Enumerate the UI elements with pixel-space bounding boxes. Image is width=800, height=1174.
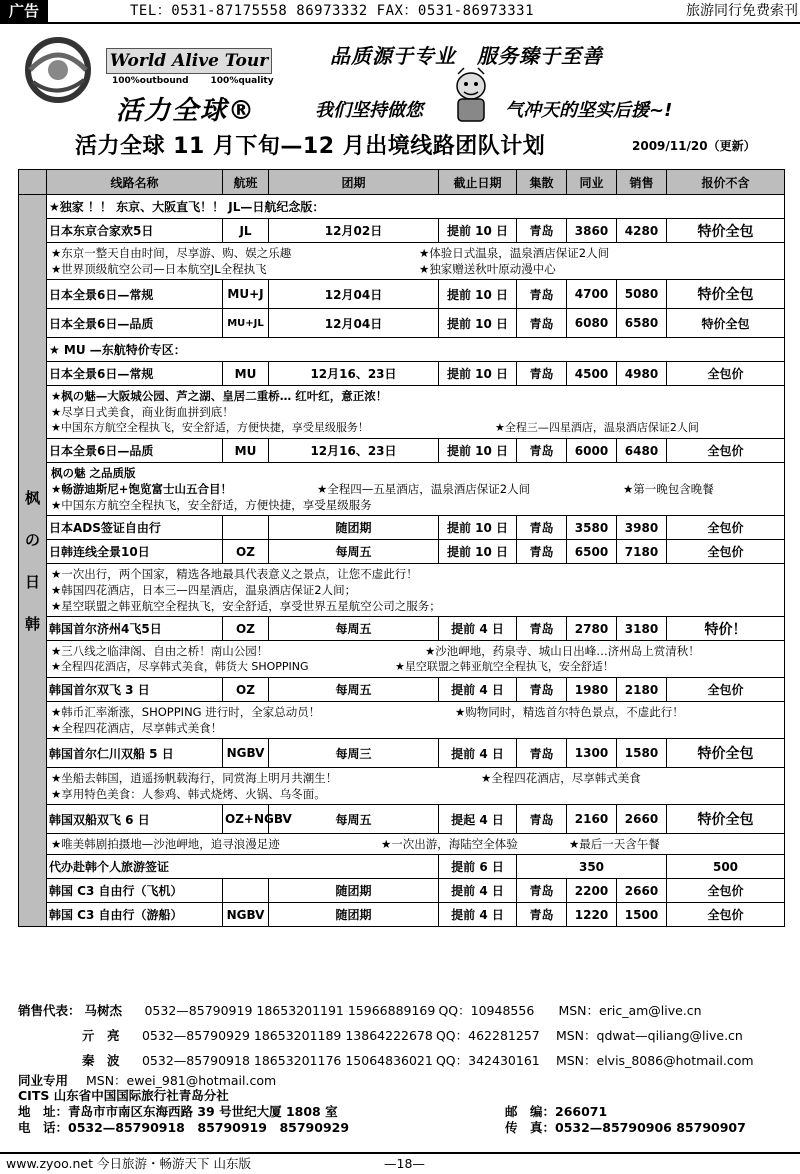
table-row: 日本ADS签证自由行 随团期 提前 10 日 青岛 3580 3980 全包价 <box>19 516 785 540</box>
col-route: 线路名称 <box>47 170 223 195</box>
table-row: 日韩连线全景10日 OZ 每周五 提前 10 日 青岛 6500 7180 全包价 <box>19 540 785 564</box>
sales-rep-3: 秦 波 0532—85790918 18653201176 15064836021 QQ：342430161 MSN：elvis_8086@hotmail.com <box>82 1053 754 1068</box>
section-header-mu: ★ MU —东航特价专区： <box>47 338 785 362</box>
header-contact: TEL：0531-87175558 86973332 FAX：0531-86973331 <box>130 3 535 19</box>
slogan-support-left: 我们坚持做您 <box>315 100 423 121</box>
col-peer-price: 同业 <box>567 170 617 195</box>
table-row: 日本东京合家欢5日 JL 12月02日 提前 10 日 青岛 3860 4280 特价全包 <box>19 219 785 243</box>
route-notes: ★三八线之临津阁、自由之桥！南山公园！ ★沙池岬地，药泉寺、城山日出峰…济州岛上赏清秋！ ★全程四花酒店，尽享韩式美食，韩货大 SHOPPING ★星空联盟之韩亚航空全程执飞，安全舒适！ <box>47 641 785 678</box>
table-row: 韩国首尔济州4飞5日 OZ 每周五 提前 4 日 青岛 2780 3180 特价！ <box>19 617 785 641</box>
route-notes: ★韩币汇率渐涨，SHOPPING 进行时，全家总动员！ ★购物同时，精选首尔特色景点，不虚此行！ ★全程四花酒店，尽享韩式美食！ <box>47 702 785 739</box>
route-notes: ★唯美韩剧拍摄地—沙池岬地，追寻浪漫足迹 ★一次出游，海陆空全体验 ★最后一天含午餐 <box>47 834 785 855</box>
divider <box>0 22 800 24</box>
route-notes: ★坐船去韩国，逍遥扬帆载海行，同赏海上明月共潮生！ ★全程四花酒店，尽享韩式美食 ★享用特色美食：人参鸡、韩式烧烤、火锅、乌冬面。 <box>47 768 785 805</box>
col-excludes: 报价不含 <box>667 170 785 195</box>
route-notes: 枫の魅 之品质版 ★畅游迪斯尼+饱览富士山五合目！ ★全程四—五星酒店，温泉酒店保证2人间 ★第一晚包含晚餐 ★中国东方航空全程执飞，安全舒适，方便快捷，享受星级服务 <box>47 463 785 516</box>
route-notes: ★枫の魅—大阪城公园、芦之湖、皇居二重桥… 红叶红，意正浓！ ★尽享日式美食，商业街血拼到底！ ★中国东方航空全程执飞，安全舒适，方便快捷，享受星级服务！ ★全程三—四星酒店，温泉酒店保证2人间 <box>47 386 785 439</box>
table-row: 韩国首尔仁川双船 5 日 NGBV 每周三 提前 4 日 青岛 1300 1580 特价全包 <box>19 739 785 768</box>
section-header-jl: ★独家 ！！ 东京、大阪直飞！！ JL—日航纪念版： <box>47 195 785 219</box>
table-header <box>19 170 785 195</box>
company-name: CITS 山东省中国国际旅行社青岛分社 <box>18 1088 229 1103</box>
logo-tagline: 100%outbound 100%quality <box>112 76 274 86</box>
table-row: 日本全景6日—品质 MU 12月16、23日 提前 10 日 青岛 6000 6480 全包价 <box>19 439 785 463</box>
slogan-support-right: 气冲天的坚实后援~! <box>505 100 673 121</box>
footer-site: www.zyoo.net 今日旅游・畅游天下 山东版 <box>6 1156 251 1171</box>
ad-tag: 广告 <box>0 0 48 22</box>
peer-contact: 同业专用 MSN：ewei_981@hotmail.com <box>18 1073 277 1088</box>
section-label-maple: 枫 の 日 韩 <box>19 195 47 927</box>
free-tag: 旅游同行免费索刊 <box>686 3 798 19</box>
table-row: 日本全景6日—常规 MU 12月16、23日 提前 10 日 青岛 4500 4980 全包价 <box>19 362 785 386</box>
globe-swirl-icon <box>18 30 98 110</box>
table-row: 代办赴韩个人旅游签证 提前 6 日 350 500 <box>19 855 785 879</box>
top-bar <box>0 0 800 22</box>
page-number: —18— <box>384 1156 425 1171</box>
col-flight: 航班 <box>223 170 269 195</box>
sales-rep-1: 销售代表： 马树杰 0532—85790919 18653201191 15966889169 QQ：10948556 MSN：eric_am@live.cn <box>18 1003 702 1018</box>
slogan-quality: 品质源于专业 服务臻于至善 <box>330 44 603 68</box>
update-date: 2009/11/20（更新） <box>632 139 756 153</box>
table-row: 韩国首尔双飞 3 日 OZ 每周五 提前 4 日 青岛 1980 2180 全包价 <box>19 678 785 702</box>
company-info: CITS 山东省中国国际旅行社青岛分社 地 址：青岛市市南区东海西路 39 号世纪大厦 1808 室 邮 编：266071 电 话：0532—85790918 85790919 85790929 传 真：0532—85790906 85790907 <box>18 1088 746 1135</box>
col-depart: 集散 <box>517 170 567 195</box>
page-footer <box>0 1152 800 1174</box>
sales-rep-2: 亓 亮 0532—85790929 18653201189 13864222678 QQ：462281257 MSN：qdwat—qiliang@live.cn <box>82 1028 743 1043</box>
mascot-icon <box>440 66 502 124</box>
table-row: 韩国 C3 自由行（游船） NGBV 随团期 提前 4 日 青岛 1220 1500 全包价 <box>19 903 785 927</box>
route-table <box>18 169 785 927</box>
table-row: 日本全景6日—品质 MU+JL 12月04日 提前 10 日 青岛 6080 6580 特价全包 <box>19 309 785 338</box>
route-notes: ★东京一整天自由时间，尽享游、购、娱之乐趣 ★体验日式温泉，温泉酒店保证2人间 ★世界顶级航空公司—日本航空JL全程执飞 ★独家赠送秋叶原动漫中心 <box>47 243 785 280</box>
table-row: 韩国 C3 自由行（飞机） 随团期 提前 4 日 青岛 2200 2660 全包价 <box>19 879 785 903</box>
col-dates: 团期 <box>269 170 439 195</box>
page-title: 活力全球 11 月下旬—12 月出境线路团队计划 <box>75 134 546 159</box>
col-sale-price: 销售 <box>617 170 667 195</box>
table-row: 日本全景6日—常规 MU+J 12月04日 提前 10 日 青岛 4700 5080 特价全包 <box>19 280 785 309</box>
table-row: 韩国双船双飞 6 日 OZ+NGBV 每周五 提起 4 日 青岛 2160 2660 特价全包 <box>19 805 785 834</box>
col-deadline: 截止日期 <box>439 170 517 195</box>
logo-chinese: 活力全球® <box>116 96 257 126</box>
route-notes: ★一次出行，两个国家，精选各地最具代表意义之景点，让您不虚此行！ ★韩国四花酒店，日本三—四星酒店，温泉酒店保证2人间； ★星空联盟之韩亚航空全程执飞，安全舒适，享受世界五星航空公司之服务； <box>47 564 785 617</box>
logo: World Alive Tour <box>106 48 272 74</box>
